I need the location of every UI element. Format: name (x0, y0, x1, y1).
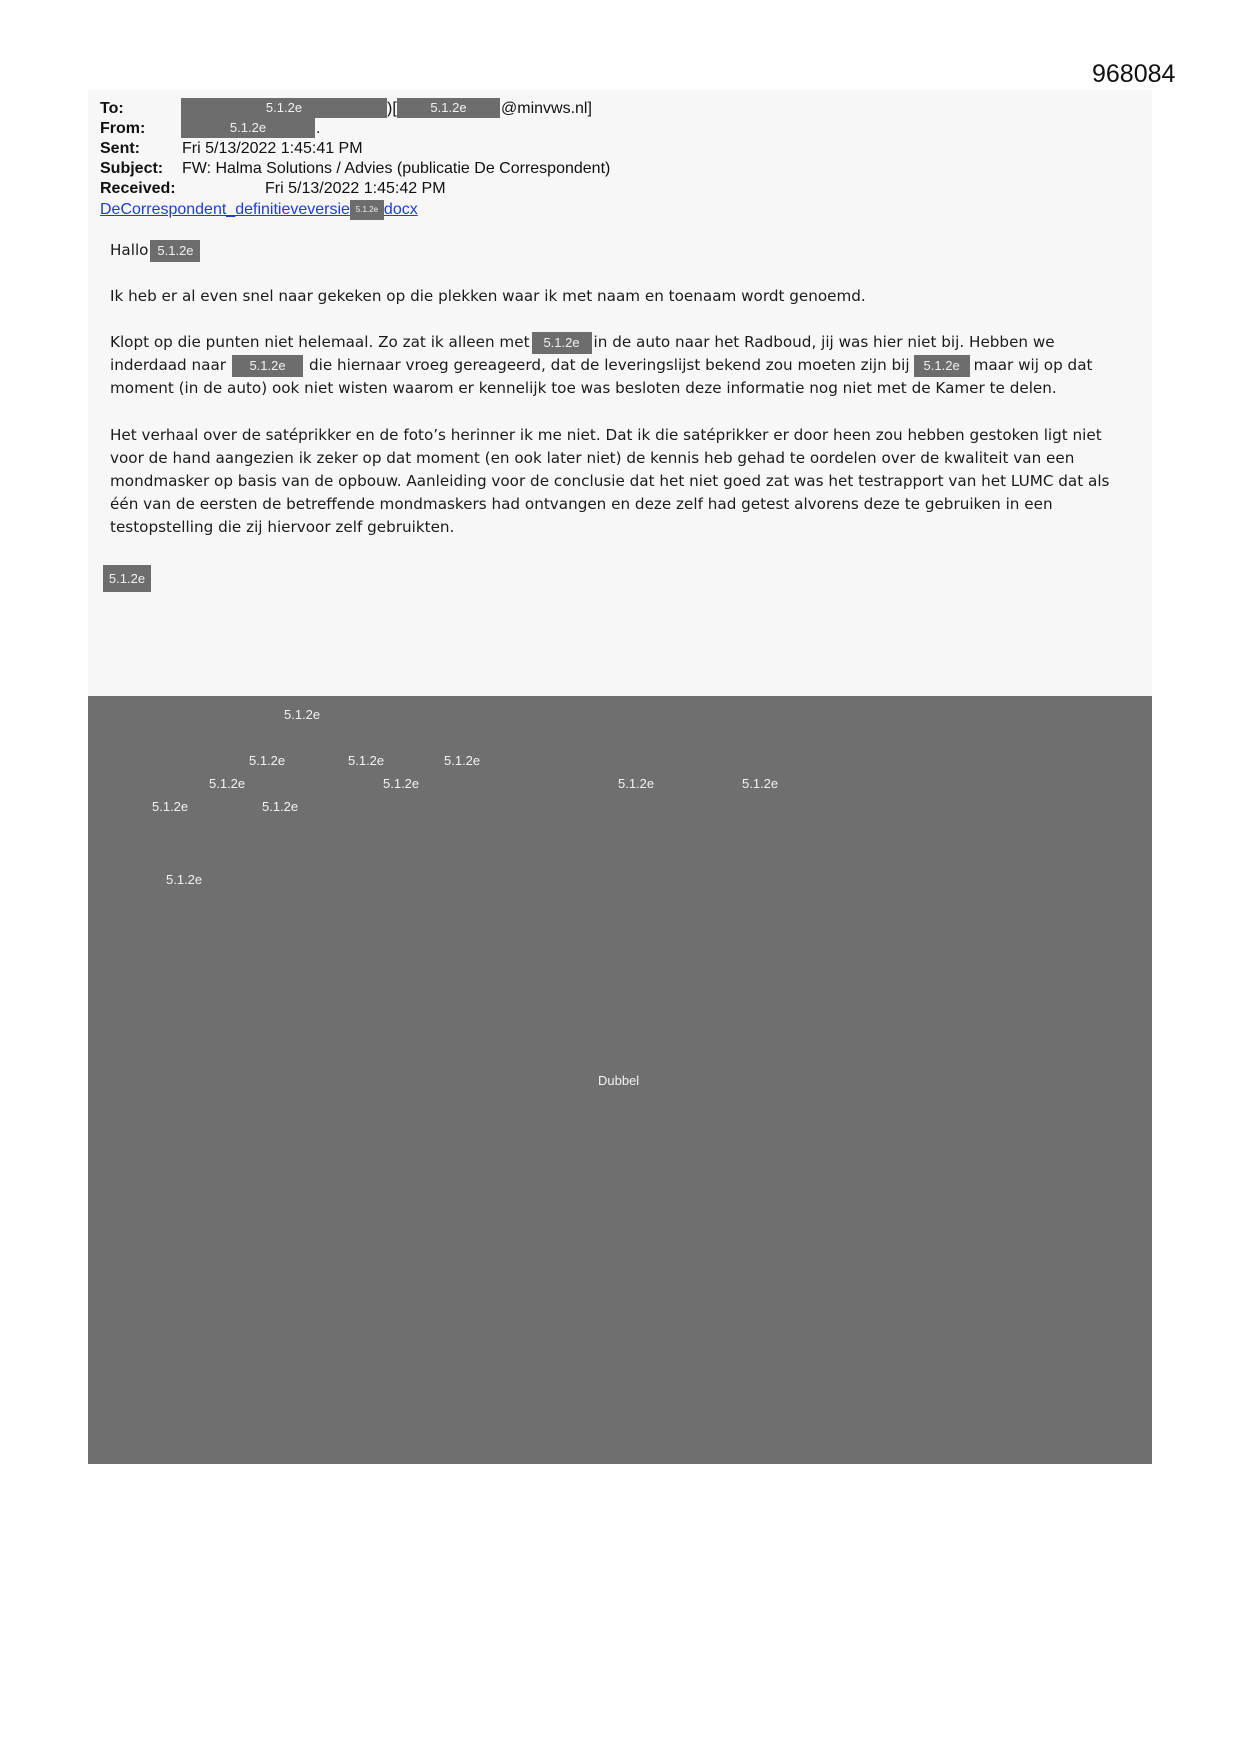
redaction-label: 5.1.2e (618, 776, 655, 791)
redaction-box: 5.1.2e (181, 118, 315, 138)
redaction-box: 5.1.2e (532, 332, 592, 354)
redaction-box: 5.1.2e (150, 240, 200, 262)
paragraph-2-line-2: inderdaad naar 5.1.2e die hiernaar vroeg gereageerd, dat de leveringslijst bekend zou moeten zijn bij 5.1.2e maar wij op dat (110, 354, 1140, 377)
redaction-label: 5.1.2e (152, 799, 189, 814)
redaction-box: 5.1.2e (914, 355, 970, 377)
paragraph-3: Het verhaal over de satéprikker en de foto’s herinner ik me niet. Dat ik die satéprikker er door heen zou hebben gestoken ligt niet voor de hand aangezien ik zeker op dat moment (en ook later niet) de kennis heb gehad te oordelen over de kwaliteit van een mondmasker op basis van de opbouw. Aanleiding voor de conclusie dat het niet goed zat was het testrapport van het LUMC dat als één van de eersten de betreffende mondmaskers had ontvangen en deze zelf had getest alvorens deze te gebruiken in een testopstelling die zij hiervoor zelf gebruikten. (110, 426, 1110, 536)
attachment-name-start: DeCorrespondent_definitieveversie (100, 201, 350, 219)
redaction-label: 5.1.2e (348, 753, 385, 768)
attachment-name-end: docx (383, 201, 418, 219)
subject-value: FW: Halma Solutions / Advies (publicatie De Correspondent) (182, 160, 611, 177)
redaction-label: 5.1.2e (262, 799, 299, 814)
paragraph-1: Ik heb er al even snel naar gekeken op die plekken waar ik met naam en toenaam wordt genoemd. (110, 287, 866, 305)
received-label: Received: (100, 180, 176, 197)
redaction-box: 5.1.2e (350, 200, 384, 220)
redaction-label: 5.1.2e (383, 776, 420, 791)
to-label: To: (100, 100, 124, 117)
redaction-box: 5.1.2e (232, 355, 303, 377)
greeting-line (110, 239, 1140, 262)
paragraph-2-line-3: moment (in de auto) ook niet wisten waarom er kennelijk toe was besloten deze informatie nog niet met de Kamer te delen. (110, 379, 1057, 397)
to-bracket: )[ (387, 100, 397, 117)
document-number: 968084 (1092, 60, 1176, 88)
redaction-label: 5.1.2e (249, 753, 286, 768)
redaction-label: 5.1.2e (444, 753, 481, 768)
sent-value: Fri 5/13/2022 1:45:41 PM (182, 140, 363, 157)
redaction-label: 5.1.2e (284, 707, 321, 722)
from-tail: . (316, 120, 321, 137)
duplicate-label: Dubbel (598, 1073, 640, 1088)
attachment-link[interactable] (100, 200, 418, 220)
subject-label: Subject: (100, 160, 164, 177)
paragraph-2 (110, 331, 1140, 400)
redaction-label: 5.1.2e (209, 776, 246, 791)
paragraph-2-line-1: Klopt op die punten niet helemaal. Zo zat ik alleen met 5.1.2e in de auto naar het Radboud, jij was hier niet bij. Hebben we (110, 331, 1140, 354)
signature-redaction: 5.1.2e (103, 565, 151, 592)
redaction-label: 5.1.2e (742, 776, 779, 791)
redaction-box: 5.1.2e (181, 98, 387, 118)
to-domain: @minvws.nl] (501, 100, 592, 117)
received-value: Fri 5/13/2022 1:45:42 PM (265, 180, 446, 197)
sent-label: Sent: (100, 140, 140, 157)
redaction-box: 5.1.2e (397, 98, 500, 118)
greeting: Hallo (110, 241, 149, 259)
redaction-label: 5.1.2e (166, 872, 203, 887)
from-label: From: (100, 120, 146, 137)
